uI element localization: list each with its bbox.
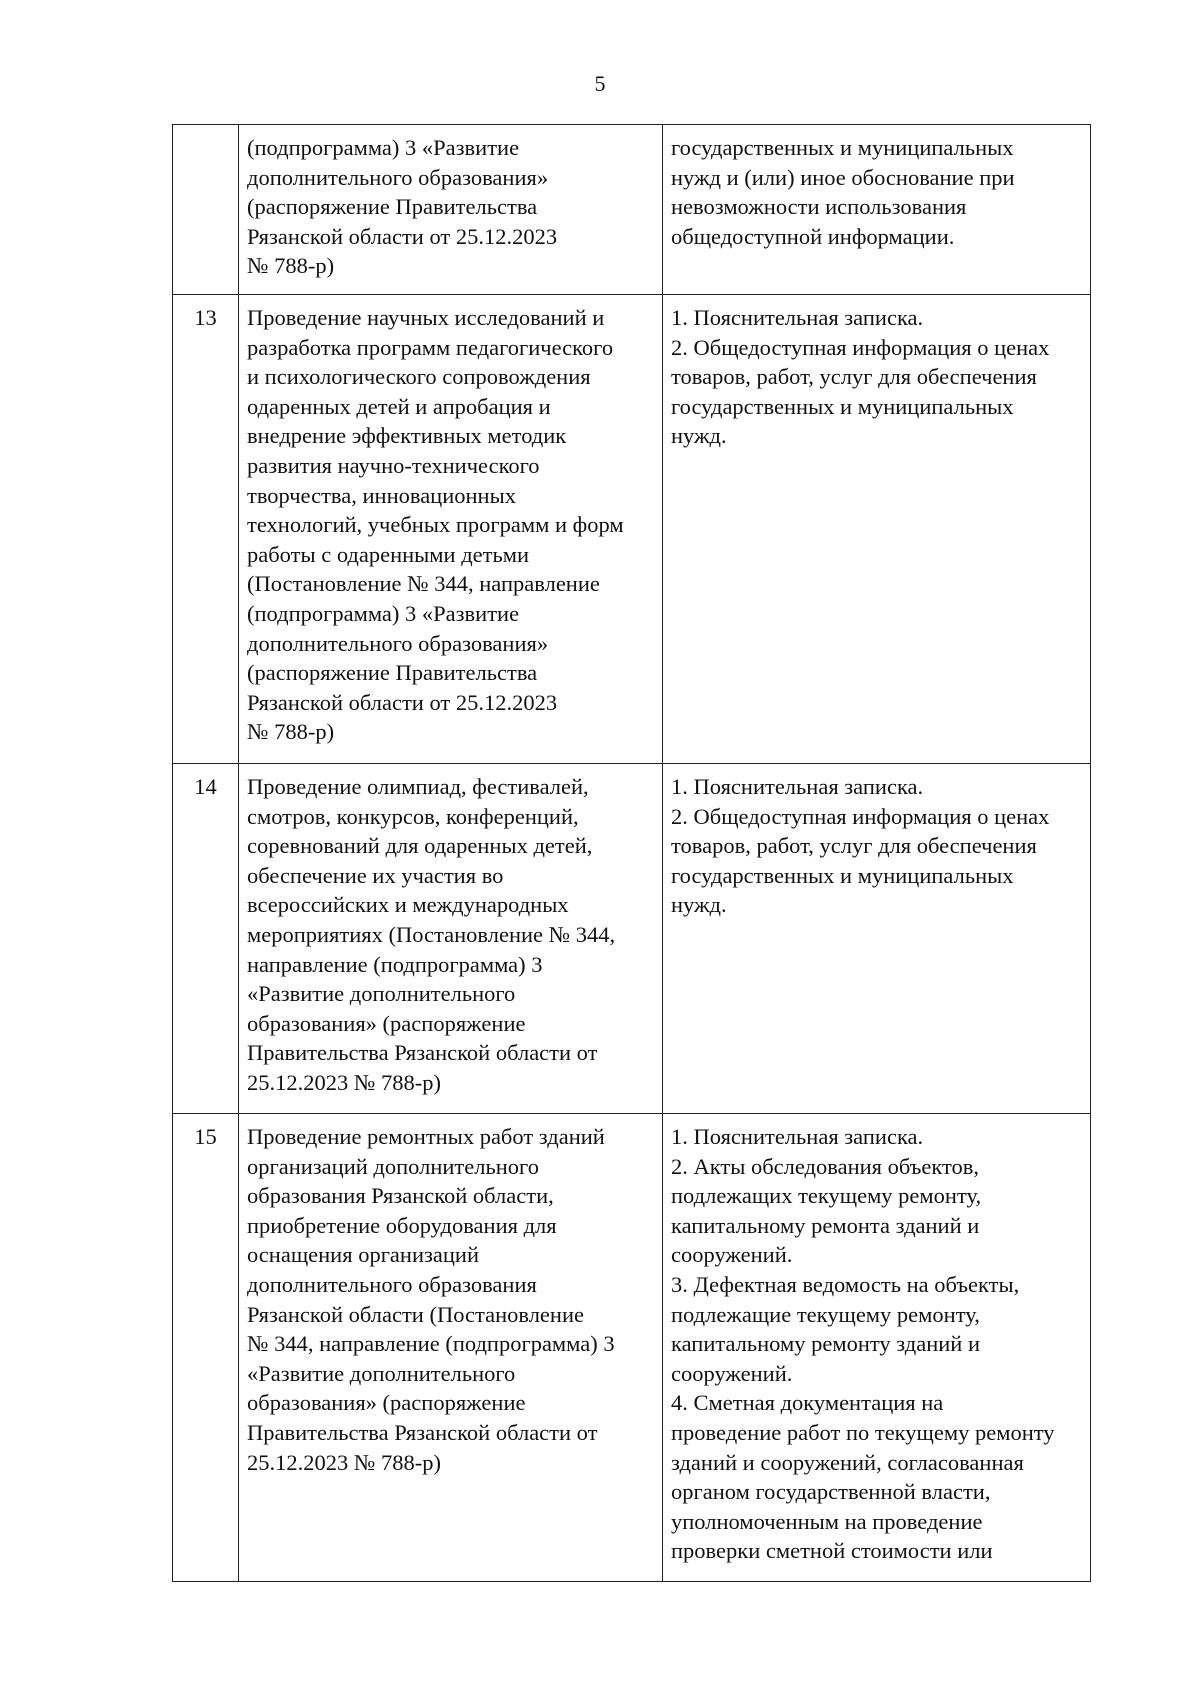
activity-description-cell: (подпрограмма) 3 «Развитие дополнительного образования» (распоряжение Правительства Рязанской области от 25.12.2023 № 788-р) [239, 125, 663, 295]
table-row [173, 295, 1091, 764]
row-number-cell [173, 125, 239, 295]
requirements-table [172, 124, 1091, 1582]
row-number-cell: 13 [173, 295, 239, 764]
required-documents-cell: государственных и муниципальных нужд и (или) иное обоснование при невозможности использования общедоступной информации. [663, 125, 1091, 295]
table-row [173, 125, 1091, 295]
activity-description-cell: Проведение олимпиад, фестивалей, смотров, конкурсов, конференций, соревнований для одаренных детей, обеспечение их участия во всероссийских и международных мероприятиях (Постановление № 344, направление (подпрограмма) 3 «Развитие дополнительного образования» (распоряжение Правительства Рязанской области от 25.12.2023 № 788-р) [239, 764, 663, 1114]
row-number-cell: 14 [173, 764, 239, 1114]
activity-description-cell: Проведение ремонтных работ зданий организаций дополнительного образования Рязанской области, приобретение оборудования для оснащения организаций дополнительного образования Рязанской области (Постановление № 344, направление (подпрограмма) 3 «Развитие дополнительного образования» (распоряжение Правительства Рязанской области от 25.12.2023 № 788-р) [239, 1114, 663, 1582]
activity-description-cell: Проведение научных исследований и разработка программ педагогического и психологического сопровождения одаренных детей и апробация и внедрение эффективных методик развития научно-технического творчества, инновационных технологий, учебных программ и форм работы с одаренными детьми (Постановление № 344, направление (подпрограмма) 3 «Развитие дополнительного образования» (распоряжение Правительства Рязанской области от 25.12.2023 № 788-р) [239, 295, 663, 764]
table-row [173, 1114, 1091, 1582]
row-number-cell: 15 [173, 1114, 239, 1582]
required-documents-cell: 1. Пояснительная записка. 2. Общедоступная информация о ценах товаров, работ, услуг для обеспечения государственных и муниципальных нужд. [663, 295, 1091, 764]
required-documents-cell: 1. Пояснительная записка. 2. Акты обследования объектов, подлежащих текущему ремонту, капитальному ремонта зданий и сооружений. 3. Дефектная ведомость на объекты, подлежащие текущему ремонту, капитальному ремонту зданий и сооружений. 4. Сметная документация на проведение работ по текущему ремонту зданий и сооружений, согласованная органом государственной власти, уполномоченным на проведение проверки сметной стоимости или [663, 1114, 1091, 1582]
required-documents-cell: 1. Пояснительная записка. 2. Общедоступная информация о ценах товаров, работ, услуг для обеспечения государственных и муниципальных нужд. [663, 764, 1091, 1114]
table-row [173, 764, 1091, 1114]
page-number: 5 [594, 71, 606, 96]
